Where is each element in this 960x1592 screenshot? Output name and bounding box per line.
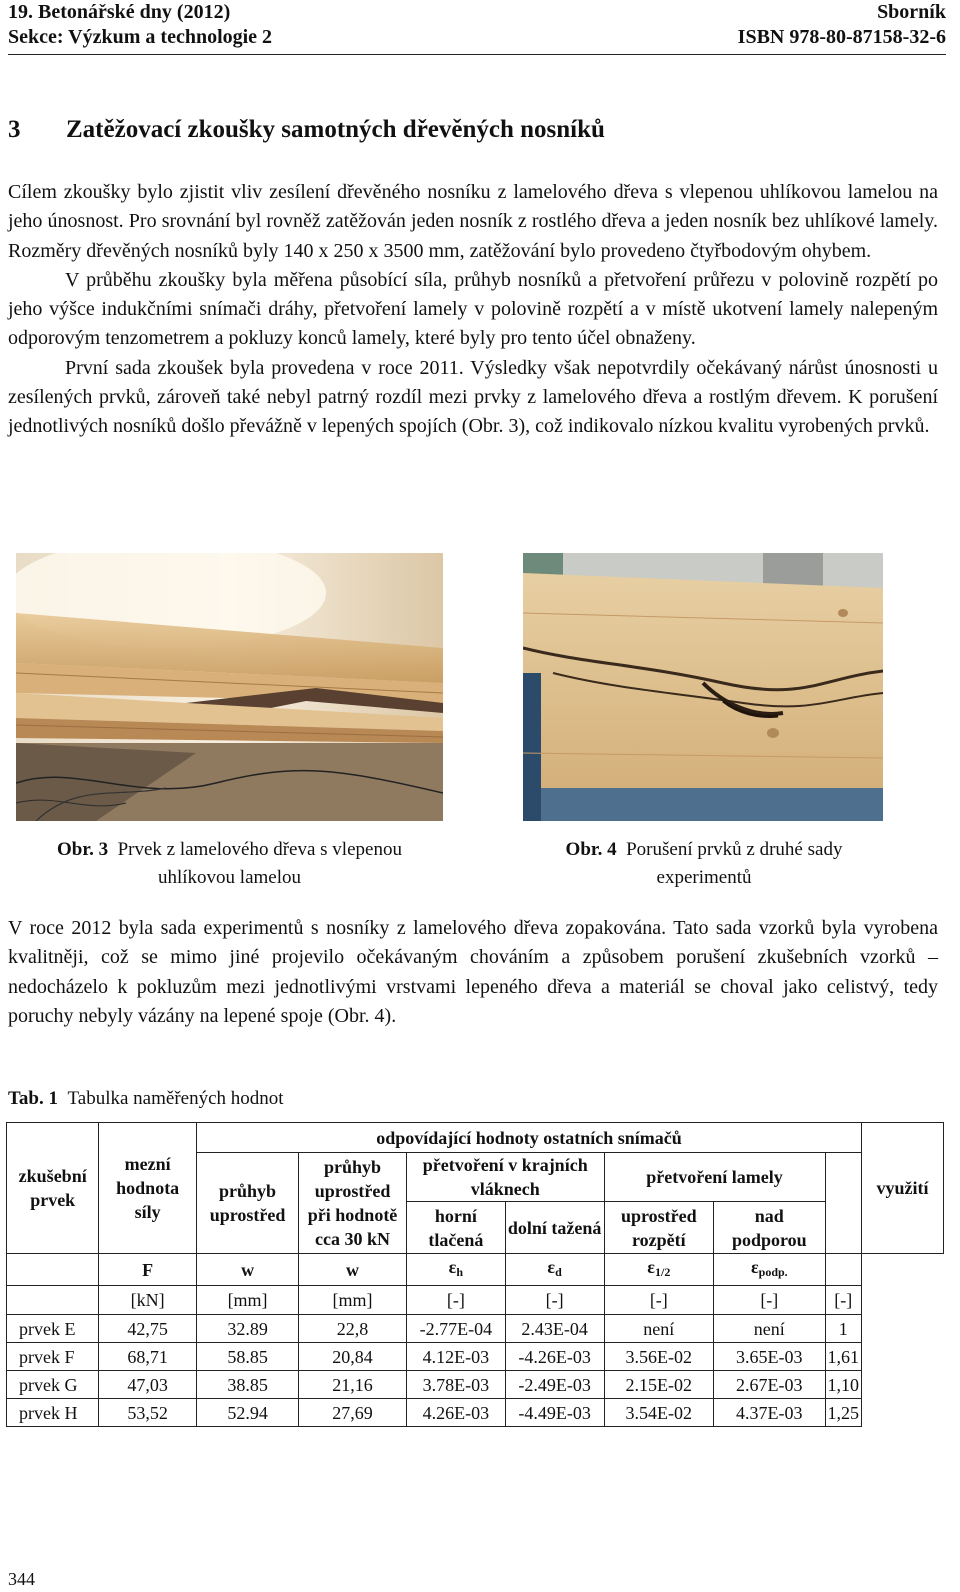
table-cell: není bbox=[604, 1315, 714, 1343]
symbol-eps-half: $\varepsilon_{1/2}$ bbox=[604, 1254, 714, 1286]
unit-cell: [-] bbox=[505, 1286, 604, 1315]
table-caption-text: Tabulka naměřených hodnot bbox=[67, 1088, 284, 1109]
unit-cell bbox=[7, 1286, 99, 1315]
table-cell: 52.94 bbox=[196, 1399, 298, 1427]
table-cell: 58.85 bbox=[196, 1343, 298, 1371]
unit-cell: [kN] bbox=[99, 1286, 197, 1315]
publication-type: Sborník bbox=[877, 1, 946, 23]
body-text-top bbox=[8, 178, 938, 442]
subgroup-strain-lamella: přetvoření lamely bbox=[604, 1153, 825, 1202]
paragraph: Cílem zkoušky bylo zjistit vliv zesílení dřevěného nosníku z lamelového dřeva s vlepenou uhlíkovou lamelou na jeho únosnost. Pro srovnání byl rovněž zatěžován jeden nosník z rostlého dřeva a jeden nosník bez uhlíkové lamely. Rozměry dřevěných nosníků byly 140 x 250 x 3500 mm, zatěžování bylo provedeno čtyřbodovým ohybem. bbox=[8, 181, 938, 262]
symbol-cell bbox=[825, 1254, 862, 1286]
section-title: Zatěžovací zkoušky samotných dřevěných nosníků bbox=[66, 116, 605, 143]
results-table bbox=[6, 1122, 944, 1427]
table-cell: 1,61 bbox=[825, 1343, 862, 1371]
table-cell: 32.89 bbox=[196, 1315, 298, 1343]
table-cell: -2.77E-04 bbox=[406, 1315, 505, 1343]
figure-4-caption bbox=[520, 836, 888, 892]
caption-text: uhlíkovou lamelou bbox=[157, 867, 301, 888]
table-cell: 21,16 bbox=[299, 1371, 407, 1399]
table-cell: 3.65E-03 bbox=[714, 1343, 825, 1371]
section-heading bbox=[8, 116, 605, 144]
beam-failure-image bbox=[16, 553, 443, 821]
table-caption bbox=[8, 1088, 284, 1110]
table-cell: 2.67E-03 bbox=[714, 1371, 825, 1399]
table-cell: 2.15E-02 bbox=[604, 1371, 714, 1399]
table-cell: 1,10 bbox=[825, 1371, 862, 1399]
table-cell: 4.12E-03 bbox=[406, 1343, 505, 1371]
col-header-mid-span: uprostřed rozpětí bbox=[604, 1202, 714, 1254]
figure-3-caption bbox=[8, 836, 451, 892]
table-cell: 3.78E-03 bbox=[406, 1371, 505, 1399]
section-name: Sekce: Výzkum a technologie 2 bbox=[8, 26, 273, 48]
unit-cell: [mm] bbox=[196, 1286, 298, 1315]
table-cell: prvek G bbox=[7, 1371, 99, 1399]
table-cell: 20,84 bbox=[299, 1343, 407, 1371]
table-cell: 3.54E-02 bbox=[604, 1399, 714, 1427]
paragraph: První sada zkoušek byla provedena v roce 2011. Výsledky však nepotvrdily očekávaný nárůst únosnosti u zesílených prvků, zároveň také nebyl patrný rozdíl mezi prvky z lamelového dřeva a rostlým dřevem. K porušení jednotlivých nosníků došlo převážně v lepených spojích (Obr. 3), což indikovalo nízkou kvalitu vyrobených prvků. bbox=[8, 356, 938, 438]
subgroup-strain-fibers: přetvoření v krajních vláknech bbox=[406, 1153, 604, 1202]
table-cell: -2.49E-03 bbox=[505, 1371, 604, 1399]
table-row bbox=[7, 1315, 944, 1343]
table-cell: 27,69 bbox=[299, 1399, 407, 1427]
figure-4-photo bbox=[523, 553, 883, 821]
table-row bbox=[7, 1371, 944, 1399]
caption-text: Prvek z lamelového dřeva s vlepenou bbox=[117, 839, 402, 860]
page-number: 344 bbox=[8, 1569, 35, 1589]
table-cell: 38.85 bbox=[196, 1371, 298, 1399]
table-cell: 68,71 bbox=[99, 1343, 197, 1371]
caption-text: experimentů bbox=[656, 867, 752, 888]
symbol-w: w bbox=[299, 1254, 407, 1286]
conference-name: 19. Betonářské dny (2012) bbox=[8, 1, 231, 23]
header-rule bbox=[8, 54, 946, 55]
col-header-utilization: využití bbox=[862, 1123, 944, 1254]
symbol-cell bbox=[7, 1254, 99, 1286]
isbn: ISBN 978-80-87158-32-6 bbox=[737, 26, 946, 48]
table-cell: není bbox=[714, 1315, 825, 1343]
table-cell: 4.37E-03 bbox=[714, 1399, 825, 1427]
table-cell: prvek H bbox=[7, 1399, 99, 1427]
running-header-right bbox=[738, 0, 946, 50]
table-cell: 53,52 bbox=[99, 1399, 197, 1427]
figure-label: Obr. 4 bbox=[565, 839, 617, 860]
col-header-force: mezní hodnota síly bbox=[99, 1123, 197, 1254]
table-label: Tab. 1 bbox=[8, 1088, 58, 1109]
table-row bbox=[7, 1399, 944, 1427]
table-row bbox=[7, 1343, 944, 1371]
unit-cell: [-] bbox=[714, 1286, 825, 1315]
section-number: 3 bbox=[8, 116, 21, 143]
running-header-left bbox=[8, 0, 272, 50]
table-cell: 42,75 bbox=[99, 1315, 197, 1343]
symbol-eps-d: $\varepsilon_d$ bbox=[505, 1254, 604, 1286]
unit-cell: [-] bbox=[406, 1286, 505, 1315]
table-cell: 2.43E-04 bbox=[505, 1315, 604, 1343]
figure-label: Obr. 3 bbox=[57, 839, 109, 860]
body-text-bottom bbox=[8, 914, 938, 1031]
group-header: odpovídající hodnoty ostatních snímačů bbox=[196, 1123, 861, 1153]
symbol-w: w bbox=[196, 1254, 298, 1286]
table-cell: -4.49E-03 bbox=[505, 1399, 604, 1427]
unit-cell: [-] bbox=[604, 1286, 714, 1315]
table-cell: 1,25 bbox=[825, 1399, 862, 1427]
unit-cell: [-] bbox=[825, 1286, 862, 1315]
col-header-bottom: dolní tažená bbox=[505, 1202, 604, 1254]
col-header-deflection-30kn: průhyb uprostřed při hodnotě cca 30 kN bbox=[299, 1153, 407, 1254]
table-cell: 1 bbox=[825, 1315, 862, 1343]
table-cell: prvek E bbox=[7, 1315, 99, 1343]
table-cell: 4.26E-03 bbox=[406, 1399, 505, 1427]
col-header-specimen: zkušební prvek bbox=[7, 1123, 99, 1254]
table-cell: prvek F bbox=[7, 1343, 99, 1371]
col-header-top: horní tlačená bbox=[406, 1202, 505, 1254]
beam-fracture-image bbox=[523, 553, 883, 821]
paragraph: V roce 2012 byla sada experimentů s nosníky z lamelového dřeva zopakována. Tato sada vzorků byla vyrobena kvalitněji, což se mimo jiné projevilo očekávaným chováním a způsobem porušení zkušebních vzorků – nedocházelo k pokluzům mezi jednotlivými vrstvami lepeného dřeva a materiál se choval jako celistvý, tedy poruchy nebyly vázány na lepené spoje (Obr. 4). bbox=[8, 917, 938, 1027]
col-header-support: nad podporou bbox=[714, 1202, 825, 1254]
caption-text: Porušení prvků z druhé sady bbox=[626, 839, 843, 860]
symbol-eps-h: $\varepsilon_h$ bbox=[406, 1254, 505, 1286]
figure-3-photo bbox=[16, 553, 443, 821]
table-cell: -4.26E-03 bbox=[505, 1343, 604, 1371]
col-header-deflection: průhyb uprostřed bbox=[196, 1153, 298, 1254]
symbol-eps-support: $\varepsilon_{podp.}$ bbox=[714, 1254, 825, 1286]
table-cell: 22,8 bbox=[299, 1315, 407, 1343]
table-cell: 47,03 bbox=[99, 1371, 197, 1399]
paragraph: V průběhu zkoušky byla měřena působící síla, průhyb nosníků a přetvoření průřezu v polovině rozpětí po jeho výšce indukčními snímači dráhy, přetvoření lamely v polovině rozpětí a v místě ukotvení lamely nalepeným odporovým tenzometrem a pokluzy konců lamely, které byly pro tento účel obnaženy. bbox=[8, 268, 938, 350]
table-cell: 3.56E-02 bbox=[604, 1343, 714, 1371]
unit-cell: [mm] bbox=[299, 1286, 407, 1315]
symbol-force: F bbox=[99, 1254, 197, 1286]
